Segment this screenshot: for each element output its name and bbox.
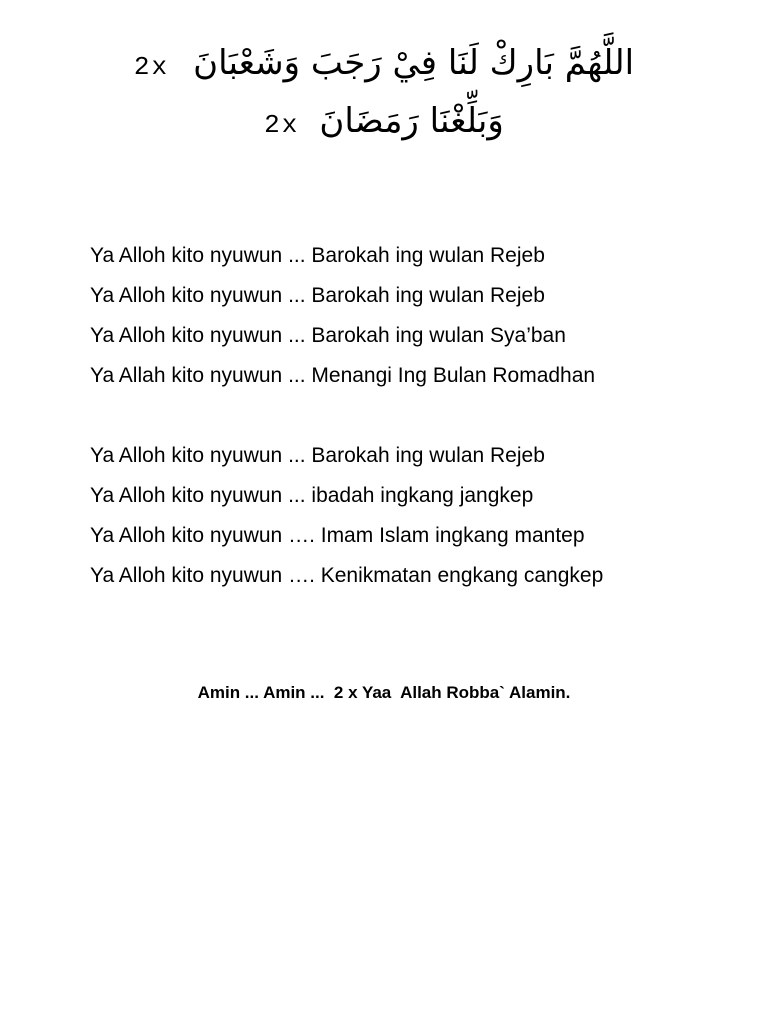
arabic-line-2 <box>0 92 768 150</box>
lyric-line: Ya Alloh kito nyuwun ... Barokah ing wulan Rejeb <box>90 444 545 467</box>
repeat-mark: 2x <box>133 52 170 82</box>
lyric-line: Ya Alloh kito nyuwun ... Barokah ing wulan Sya’ban <box>90 324 566 347</box>
arabic-text: اللَّهُمَّ بَارِكْ لَنَا فِيْ رَجَبَ وَشَعْبَانَ <box>193 43 635 83</box>
verse-1 <box>90 236 750 396</box>
lyric-line: Ya Allah kito nyuwun ... Menangi Ing Bulan Romadhan <box>90 364 596 387</box>
lyric-line: Ya Alloh kito nyuwun …. Kenikmatan engkang cangkep <box>90 564 604 587</box>
lyric-line: Ya Alloh kito nyuwun …. Imam Islam ingkang mantep <box>90 524 585 547</box>
arabic-prayer-header <box>0 34 768 150</box>
lyric-line: Ya Alloh kito nyuwun ... Barokah ing wulan Rejeb <box>90 244 545 267</box>
arabic-text: وَبَلِّغْنَا رَمَضَانَ <box>319 101 504 141</box>
lyric-line: Ya Alloh kito nyuwun ... Barokah ing wulan Rejeb <box>90 284 545 307</box>
arabic-line-1 <box>0 34 768 92</box>
verse-2 <box>90 436 750 596</box>
repeat-mark: 2x <box>264 110 300 140</box>
lyric-line: Ya Alloh kito nyuwun ... ibadah ingkang jangkep <box>90 484 534 507</box>
closing-line: Amin ... Amin ... 2 x Yaa Allah Robba` Alamin. <box>197 683 571 702</box>
